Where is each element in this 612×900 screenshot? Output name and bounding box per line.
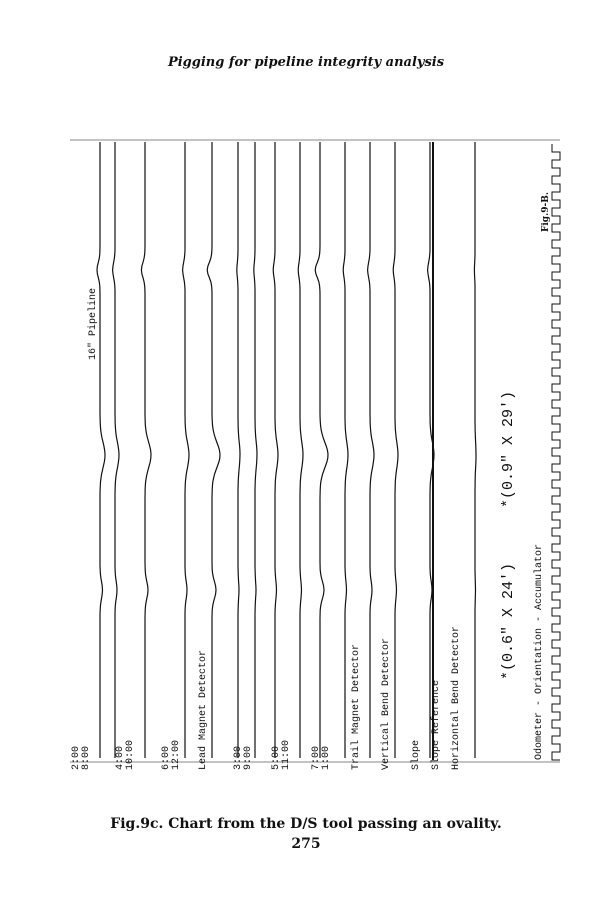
channel-label: 5:00: [271, 745, 282, 770]
channel-trace: [298, 142, 303, 758]
channel-label: Lead Magnet Detector: [198, 649, 209, 770]
channel-labels: [71, 626, 462, 770]
figure-caption: Fig.9c. Chart from the D/S tool passing an ovality.: [110, 816, 502, 832]
channel-label: 4:00: [115, 745, 126, 770]
channel-trace: [207, 142, 220, 758]
channel-trace: [273, 142, 278, 758]
channel-trace: [254, 142, 257, 758]
channel-trace: [474, 142, 476, 758]
channel-trace: [113, 142, 119, 758]
channel-label: 9:00: [243, 745, 254, 770]
channel-label: Slope: [411, 739, 422, 770]
channel-label: 2:00: [71, 745, 82, 770]
channel-trace: [237, 142, 240, 758]
channel-trace: [183, 142, 189, 758]
channel-trace: [368, 142, 374, 758]
channel-label: 11:00: [281, 739, 292, 770]
channel-trace: [97, 142, 105, 758]
channel-label: Vertical Bend Detector: [381, 637, 392, 770]
channel-label: 1:00: [321, 745, 332, 770]
pipeline-label: 16" Pipeline: [88, 287, 99, 360]
channel-trace: [141, 142, 151, 758]
page-number: 275: [291, 836, 321, 852]
channel-label: Trail Magnet Detector: [351, 643, 362, 770]
running-title: Pigging for pipeline integrity analysis: [167, 55, 445, 70]
channel-label: Slope Reference: [431, 679, 442, 770]
ovality-label-2: *(0.9" X 29'): [500, 390, 517, 508]
channel-label: 3:00: [233, 745, 244, 770]
channel-trace: [315, 142, 328, 758]
odometer-trace: [552, 144, 560, 760]
channel-label: 7:00: [311, 745, 322, 770]
chart-traces: [97, 142, 476, 760]
channel-label: 6:00: [161, 745, 172, 770]
fig-label: Fig.9-B.: [541, 192, 551, 232]
channel-trace: [343, 142, 348, 758]
channel-label: Horizontal Bend Detector: [451, 625, 462, 770]
odometer-label: Odometer - Orientation - Accumulator: [534, 543, 545, 760]
channel-label: 10:00: [125, 739, 136, 770]
channel-trace: [393, 142, 398, 758]
channel-label: 12:00: [171, 739, 182, 770]
channel-label: 8:00: [81, 745, 92, 770]
ovality-label-1: *(0.6" X 24'): [500, 562, 517, 680]
